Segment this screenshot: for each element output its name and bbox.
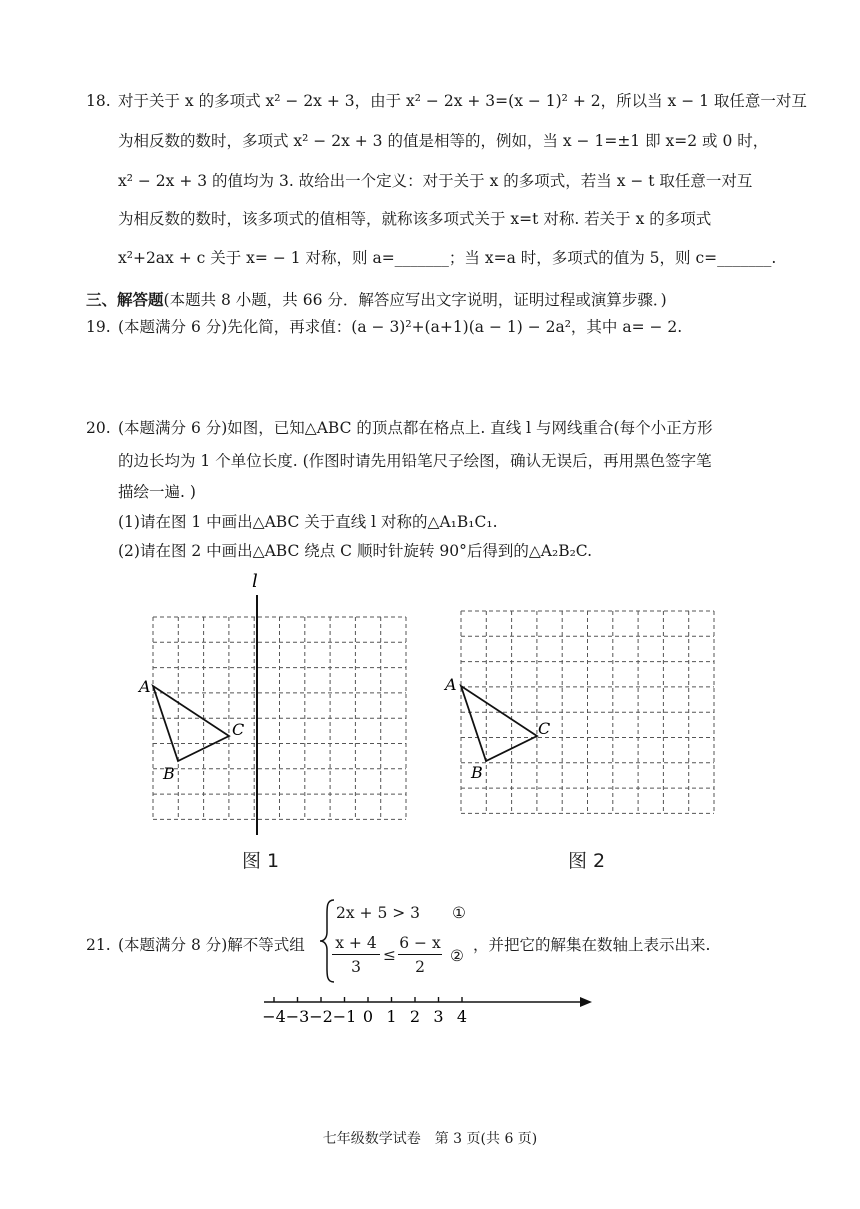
number-line-tick-label: −4	[262, 1007, 286, 1026]
q21-fraction-1-denominator: 3	[351, 958, 361, 976]
q21-fraction-2-numerator: 6 − x	[398, 932, 442, 955]
q21-fraction-1	[332, 932, 380, 979]
q20-line-2: 的边长均为 1 个单位长度. (作图时请先用铅笔尺子绘图，确认无误后，再用黑色签字笔	[118, 452, 712, 470]
q18-number: 18.	[86, 92, 111, 110]
figure-2-grid	[438, 600, 728, 820]
figure-1-grid	[130, 565, 420, 845]
q20-line-5: (2)请在图 2 中画出△ABC 绕点 C 顺时针旋转 90°后得到的△A₂B₂C.	[118, 542, 593, 560]
number-line-tick-label: 2	[409, 1007, 421, 1026]
q20-number: 20.	[86, 419, 111, 437]
q18-line-2: 为相反数的数时，多项式 x² − 2x + 3 的值是相等的，例如，当 x − 1=±1 即 x=2 或 0 时，	[118, 132, 769, 150]
figure-1-label-c: C	[232, 720, 245, 739]
q21-number: 21.	[86, 936, 111, 954]
figure-1-triangle-abc	[153, 686, 229, 761]
figure-2-label-a: A	[445, 675, 457, 694]
q20-line-1: (本题满分 6 分)如图，已知△ABC 的顶点都在格点上. 直线 l 与网线重合(每个小正方形	[118, 419, 713, 437]
number-line-tick-label: 1	[386, 1007, 397, 1026]
figure-2-caption: 图 2	[568, 850, 606, 872]
q21-mark-2: ②	[450, 947, 464, 965]
q18-line-3: x² − 2x + 3 的值均为 3. 故给出一个定义：对于关于 x 的多项式，若当 x − t 取任意一对互	[118, 172, 753, 190]
q18-line-5: x²+2ax + c 关于 x= − 1 对称，则 a=_______；当 x=a 时，多项式的值为 5，则 c=_______.	[118, 249, 777, 267]
figure-1-label-b: B	[163, 764, 175, 783]
figure-1-line-l-label: l	[252, 571, 258, 592]
number-line-tick-label: −2	[309, 1007, 333, 1026]
q21-inequality-1: 2x + 5 > 3	[336, 904, 421, 922]
q21-fraction-1-numerator: x + 4	[332, 932, 380, 955]
figure-2-label-b: B	[471, 763, 483, 782]
q21-suffix: ，并把它的解集在数轴上表示出来.	[473, 936, 711, 954]
number-line-tick-label: −3	[285, 1007, 310, 1026]
number-line-arrow-icon	[580, 997, 592, 1007]
section3-header	[86, 289, 667, 311]
q18-line-1: 对于关于 x 的多项式 x² − 2x + 3，由于 x² − 2x + 3=(x − 1)² + 2，所以当 x − 1 取任意一对互	[118, 92, 807, 110]
number-line-tick-label: 3	[433, 1007, 444, 1026]
figure-2-gridlines	[461, 611, 714, 813]
page-footer: 七年级数学试卷 第 3 页(共 6 页)	[322, 1131, 538, 1147]
q19-text: (本题满分 6 分)先化简，再求值：(a − 3)²+(a+1)(a − 1) − 2a²，其中 a= − 2.	[118, 318, 683, 336]
figure-2-label-c: C	[538, 719, 551, 738]
figure-1-caption: 图 1	[242, 850, 280, 872]
number-line-tick-label: −1	[332, 1007, 357, 1026]
q21-number-line	[258, 990, 598, 1030]
q21-prefix: (本题满分 8 分)解不等式组	[118, 936, 305, 954]
section3-title: 三、解答题	[86, 290, 164, 309]
q21-mark-1: ①	[452, 904, 466, 922]
section3-desc: (本题共 8 小题，共 66 分．解答应写出文字说明，证明过程或演算步骤．)	[163, 291, 667, 309]
figure-2-triangle-abc	[461, 686, 537, 761]
q20-line-3: 描绘一遍. )	[118, 483, 196, 501]
q21-fraction-2	[398, 932, 442, 979]
q21-fraction-2-denominator: 2	[415, 958, 425, 976]
q19-number: 19.	[86, 318, 111, 336]
number-line-tick-label: 4	[456, 1007, 468, 1026]
q20-line-4: (1)请在图 1 中画出△ABC 关于直线 l 对称的△A₁B₁C₁.	[118, 513, 498, 531]
figure-1-gridlines	[153, 617, 406, 819]
number-line-tick-label: 0	[362, 1007, 374, 1026]
figure-1-label-a: A	[139, 677, 151, 696]
q18-line-4: 为相反数的数时，该多项式的值相等，就称该多项式关于 x=t 对称. 若关于 x 的多项式	[118, 210, 712, 228]
q21-leq: ≤	[383, 946, 396, 964]
